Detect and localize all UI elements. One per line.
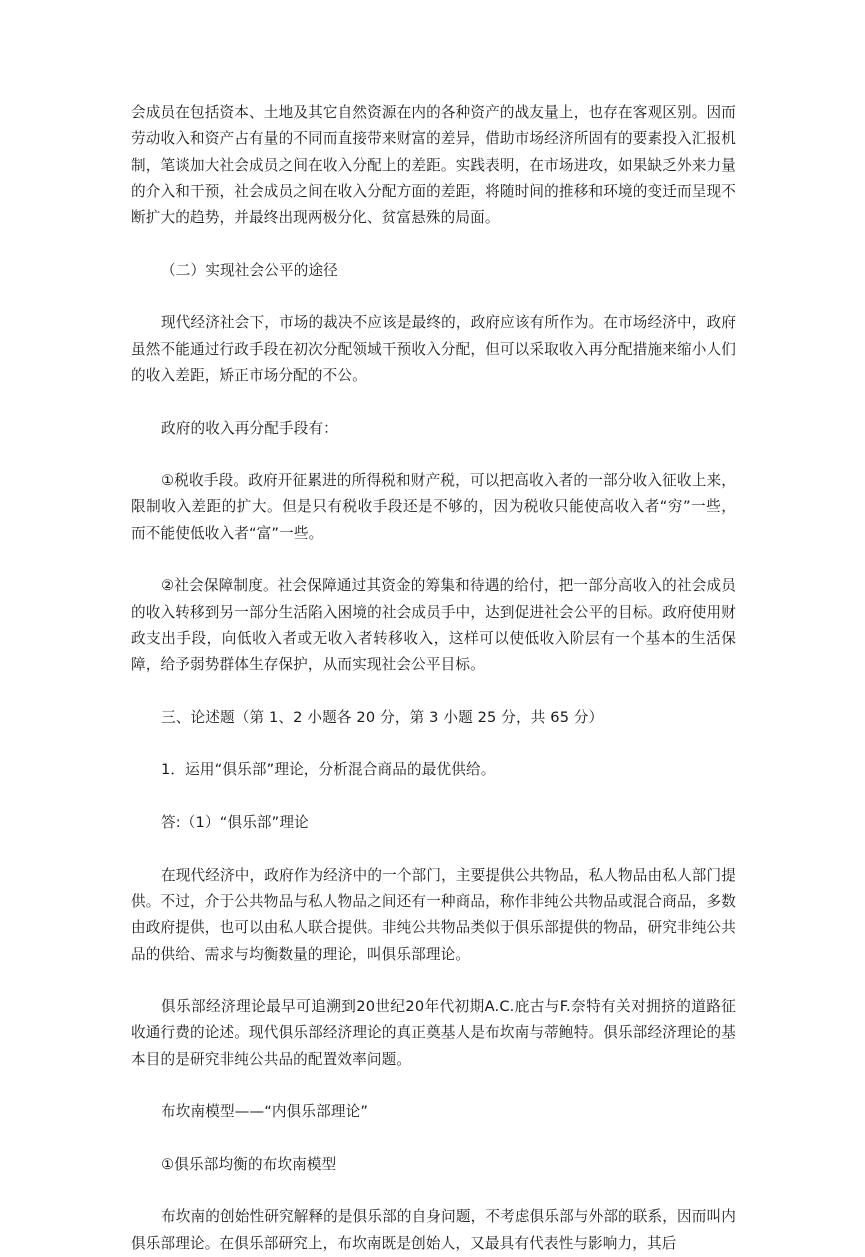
paragraph-continuation: 会成员在包括资本、土地及其它自然资源在内的各种资产的战友量上，也存在客观区别。因而劳动收入和资产占有量的不同而直接带来财富的差异，借助市场经济所固有的要素投入汇报机制，笔谈加大社会成员之间在收入分配上的差距。实践表明，在市场进攻，如果缺乏外来力量的介入和干预，社会成员之间在收入分配方面的差距，将随时间的推移和环境的变迁而呈现不断扩大的趋势，并最终出现两极分化、贫富悬殊的局面。: [131, 104, 736, 227]
subheading-buchanan-model: 布坎南模型——“内俱乐部理论”: [161, 1103, 369, 1121]
document-body: [131, 100, 736, 1257]
subheading-buchanan-equilibrium: ①俱乐部均衡的布坎南模型: [161, 1155, 337, 1173]
paragraph-tax-means: ①税收手段。政府开征累进的所得税和财产税，可以把高收入者的一部分收入征收上来，限制收入差距的扩大。但是只有税收手段还是不够的，因为税收只能使高收入者“穷”一些，而不能使低收入者“富”一些。: [131, 472, 736, 542]
question-1: 1．运用“俱乐部”理论，分析混合商品的最优供给。: [161, 761, 496, 779]
paragraph-social-security: ②社会保障制度。社会保障通过其资金的筹集和待遇的给付，把一部分高收入的社会成员的收入转移到另一部分生活陷入困境的社会成员手中，达到促进社会公平的目标。政府使用财政支出手段，向低收入者或无收入者转移收入，这样可以使低收入阶层有一个基本的生活保障，给予弱势群体生存保护，从而实现社会公平目标。: [131, 577, 736, 674]
section-heading-essay-questions: 三、论述题（第 1、2 小题各 20 分，第 3 小题 25 分，共 65 分）: [161, 708, 604, 726]
answer-heading-club-theory: 答:（1）“俱乐部”理论: [161, 814, 309, 832]
paragraph-modern-economy: 现代经济社会下，市场的裁决不应该是最终的，政府应该有所作为。在市场经济中，政府虽然不能通过行政手段在初次分配领域干预收入分配，但可以采取收入再分配措施来缩小人们的收入差距，矫正市场分配的不公。: [131, 314, 737, 384]
paragraph-redistribution-means: 政府的收入再分配手段有：: [161, 419, 338, 437]
paragraph-buchanan-research: 布坎南的创始性研究解释的是俱乐部的自身问题，不考虑俱乐部与外部的联系，因而叫内俱乐部理论。在俱乐部研究上，布坎南既是创始人，又最具有代表性与影响力，其后: [131, 1208, 737, 1252]
paragraph-club-theory-origin: 俱乐部经济理论最早可追溯到20世纪20年代初期A.C.庇古与F.奈特有关对拥挤的道路征收通行费的论述。现代俱乐部经济理论的真正奠基人是布坎南与蒂鲍特。俱乐部经济理论的基本目的是研究非纯公共品的配置效率问题。: [131, 998, 736, 1068]
section-heading-social-fairness-approaches: （二）实现社会公平的途径: [161, 261, 338, 279]
paragraph-mixed-goods: 在现代经济中，政府作为经济中的一个部门，主要提供公共物品，私人物品由私人部门提供。不过，介于公共物品与私人物品之间还有一种商品，称作非纯公共物品或混合商品，多数由政府提供，也可以由私人联合提供。非纯公共物品类似于俱乐部提供的物品，研究非纯公共品的供给、需求与均衡数量的理论，叫俱乐部理论。: [131, 866, 737, 963]
